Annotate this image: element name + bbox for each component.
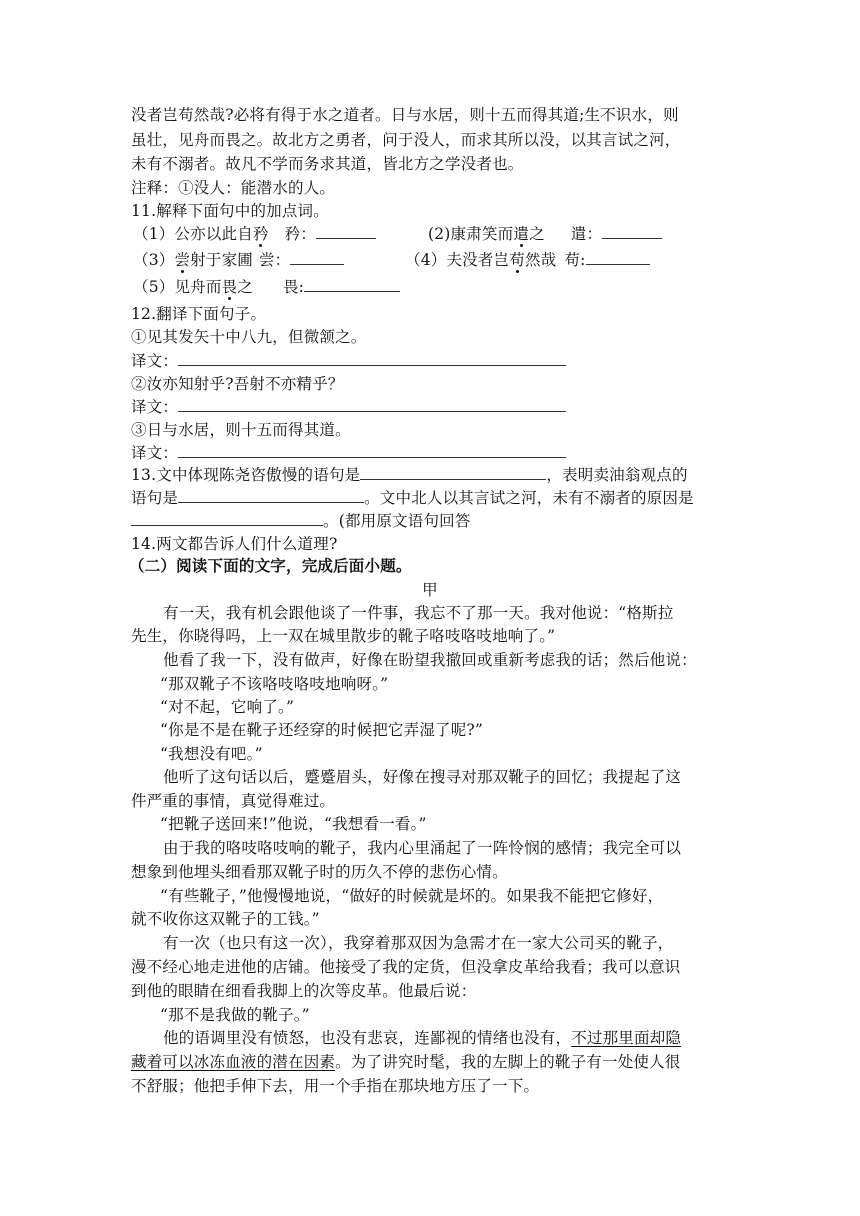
answer-blank[interactable] [131,511,323,526]
story-line: 就不收你这双靴子的工钱。” [131,910,320,928]
answer-blank[interactable] [602,224,662,239]
story-line [131,1050,681,1072]
question-14-title: 14.两文都告诉人们什么道理? [131,535,338,553]
answer-blank[interactable] [290,250,344,265]
q13-text: 。文中北人以其言试之河，未有不溺者的原因是 [364,489,694,507]
answer-blank[interactable] [316,224,376,239]
dotted-word: 尝 [174,251,191,269]
q11-item-1 [133,222,376,244]
dialogue-line: “把靴子送回来!”他说，“我想看一看。” [160,815,427,833]
q11-item-2 [428,222,662,244]
dotted-word: 苟 [509,251,525,269]
question-13-line-1 [131,463,688,485]
item-text: （4）夫没者岂 [405,251,510,269]
item-label: 遣： [570,225,603,243]
underlined-sentence: 藏着可以冰冻血液的潜在因素 [131,1053,336,1071]
annotation-note: 注释：①没人：能潜水的人。 [131,179,336,197]
item-text: 然哉 [524,251,557,269]
q13-text: 13.文中体现陈尧咨傲慢的语句是 [131,466,361,484]
dialogue-line: “那不是我做的靴子。” [160,1006,310,1024]
item-text: （5）见舟而 [133,278,222,296]
item-label: 苟: [564,251,586,269]
sentence-3: ③日与水居，则十五而得其道。 [131,421,351,439]
answer-blank[interactable] [178,351,566,366]
item-text: 之 [529,225,545,243]
translation-row-2 [131,395,566,417]
item-text: （3） [133,251,175,269]
q11-item-5 [133,275,400,297]
question-13-line-2 [131,486,694,508]
item-label: 矜： [284,225,317,243]
story-line [163,1026,681,1048]
item-text: (2)康肃笑而 [428,225,514,243]
dotted-word: 矜 [252,225,269,243]
story-line: 不舒服；他把手伸下去，用一个手指在那块地方压了一下。 [131,1077,540,1095]
answer-blank[interactable] [360,465,546,480]
question-12-title: 12.翻译下面句子。 [131,305,267,323]
passage-line: 没者岂苟然哉?必将有得于水之道者。日与水居，则十五而得其道;生不识水，则 [131,106,679,124]
item-label: 尝： [258,251,291,269]
answer-blank[interactable] [178,488,364,503]
dotted-word: 畏 [221,278,238,296]
passage-title: 甲 [422,581,438,599]
underlined-sentence: 不过那里面却隐 [571,1029,682,1047]
story-line: 到他的眼睛在细看我脚上的次等皮革。他最后说： [131,982,477,1000]
passage-line: 未有不溺者。故凡不学而务求其道，皆北方之学没者也。 [131,155,524,173]
story-text: 他的语调里没有愤怒，也没有悲哀，连鄙视的情绪也没有， [163,1029,572,1047]
story-line: 有一天，我有机会跟他谈了一件事，我忘不了那一天。我对他说：“格斯拉 [163,604,674,622]
q11-item-4 [405,248,650,270]
item-text: 射于家圃 [190,251,253,269]
dialogue-line: “我想没有吧。” [160,745,263,763]
story-text: 。为了讲究时髦，我的左脚上的靴子有一处使人很 [335,1053,681,1071]
dotted-word: 遣 [513,225,530,243]
dialogue-line: “那双靴子不该咯吱咯吱地响呀。” [160,675,389,693]
translation-row-1 [131,349,566,371]
translation-row-3 [131,441,566,463]
story-line: 有一次（也只有这一次），我穿着那双因为急需才在一家大公司买的靴子， [163,934,674,952]
dialogue-line: “有些靴子，”他慢慢地说，“做好的时候就是坏的。如果我不能把它修好， [160,887,664,905]
story-line: 想象到他埋头细看那双靴子时的历久不停的悲伤心情。 [131,863,508,881]
q11-item-3 [133,248,344,270]
translation-label: 译文： [131,352,179,370]
q13-text: 。(都用原文语句回答 [323,512,471,530]
dialogue-line: “对不起，它响了。” [160,698,295,716]
q13-text: 语句是 [131,489,179,507]
passage-line: 虽壮，见舟而畏之。故北方之勇者，问于没人，而求其所以没，以其言试之河， [131,131,681,149]
answer-blank[interactable] [586,250,650,265]
item-label: 畏: [282,278,305,296]
answer-blank[interactable] [178,443,566,458]
item-text: 之 [237,278,253,296]
question-11-title: 11.解释下面句中的加点词。 [131,202,329,220]
sentence-1: ①见其发矢十中八九，但微颔之。 [131,328,367,346]
question-13-line-3 [131,509,471,531]
story-line: 他看了我一下，没有做声，好像在盼望我撤回或重新考虑我的话；然后他说： [163,651,697,669]
section-heading: （二）阅读下面的文字，完成后面小题。 [129,556,412,575]
sentence-2: ②汝亦知射乎?吾射不亦精乎？ [131,375,344,393]
story-line: 件严重的事情，真觉得难过。 [131,792,336,810]
dialogue-line: “你是不是在靴子还经穿的时候把它弄湿了呢?” [160,721,484,739]
story-line: 漫不经心地走进他的店铺。他接受了我的定货，但没拿皮革给我看；我可以意识 [131,958,681,976]
story-line: 先生，你晓得吗，上一双在城里散步的靴子咯吱咯吱地响了。” [131,627,556,645]
story-line: 他听了这句话以后，蹙蹙眉头，好像在搜寻对那双靴子的回忆；我提起了这 [163,768,682,786]
translation-label: 译文： [131,444,179,462]
q13-text: ，表明卖油翁观点的 [546,466,688,484]
translation-label: 译文： [131,398,179,416]
answer-blank[interactable] [304,277,400,292]
answer-blank[interactable] [178,397,566,412]
story-line: 由于我的咯吱咯吱响的靴子，我内心里涌起了一阵怜悯的感情；我完全可以 [163,839,682,857]
item-text: （1）公亦以此自 [133,225,253,243]
